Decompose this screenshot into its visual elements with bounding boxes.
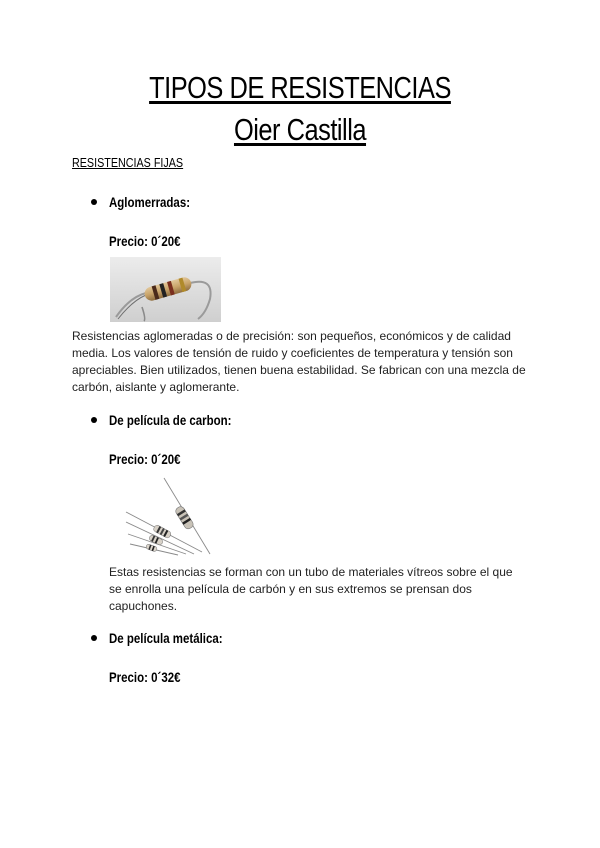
item-heading-pelicula-metalica (91, 630, 248, 646)
resistor-photo-agglomerated (110, 257, 221, 322)
item-description: Resistencias aglomeradas o de precisión: son pequeños, económicos y de calidad media. Los valores de tensión de ruido y coeficientes de temperatura y tensión son apreciables. Bien utilizados, tienen buena estabilidad. Se fabrican con una mezcla de carbón, aislante y aglomerante. (72, 329, 526, 394)
section-heading: RESISTENCIAS FIJAS (72, 156, 184, 170)
resistor-photo-carbon-film (124, 476, 214, 556)
item-heading-text: Aglomerradas: (109, 194, 191, 210)
item-price: Precio: 0´20€ (109, 233, 181, 249)
bullet-icon (91, 199, 97, 205)
item-heading-aglomeradas (91, 194, 208, 210)
item-description: Estas resistencias se forman con un tubo de materiales vítreos sobre el que se enrolla una película de carbón y en sus extremos se prensan dos capuchones. (109, 565, 513, 613)
item-heading-text: De película de carbon: (109, 412, 232, 428)
item-price: Precio: 0´32€ (109, 669, 181, 685)
item-heading-text: De película metálica: (109, 630, 223, 646)
document-title: TIPOS DE RESISTENCIAS (149, 70, 451, 105)
bullet-icon (91, 417, 97, 423)
document-author: Oier Castilla (233, 112, 367, 147)
bullet-icon (91, 635, 97, 641)
item-price: Precio: 0´20€ (109, 451, 181, 467)
item-heading-pelicula-carbon (91, 412, 258, 428)
